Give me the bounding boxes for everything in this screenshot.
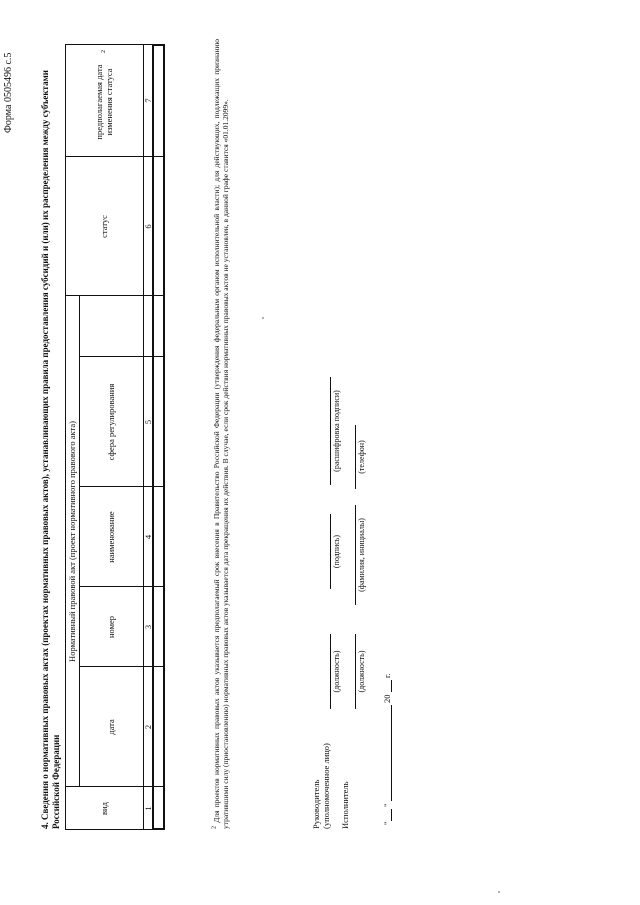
footnote-marker: 2 xyxy=(211,826,218,829)
col-header-type: вид xyxy=(99,802,109,815)
date-day-line[interactable] xyxy=(391,809,392,821)
date-suffix: г. xyxy=(382,673,392,678)
caption-position-executor: (должность) xyxy=(357,650,366,693)
footnote-text: Для проектов нормативных правовых актов указывается предполагаемый срок внесения в Правительство Российской Федерации (утверждения федеральным органом исполнительной власти); для действующих, подлежащих признанию утратившими силу (приостановлению) нормативных правовых актов указывается дата прекращения их действия. В случае, если срок действия нормативных правовых актов не установлен, в данной графе ставится «01.01.2099». xyxy=(212,39,230,829)
caption-position: (должность) xyxy=(332,650,341,693)
col-header-expected-date: предполагаемая дата изменения статуса 2 xyxy=(94,50,114,140)
col-num-6: 6 xyxy=(142,224,153,229)
date-quote-open: " xyxy=(382,821,392,825)
col-num-7: 7 xyxy=(142,98,153,103)
head-decoding-line[interactable] xyxy=(330,377,331,485)
col-header-status: статус xyxy=(99,215,109,238)
head-signature-line[interactable] xyxy=(330,514,331,589)
executor-label: Исполнитель xyxy=(340,781,350,829)
head-label-authorized: (уполномоченное лицо) xyxy=(321,743,331,829)
date-year-line[interactable] xyxy=(391,680,392,692)
caption-name: (фамилия, инициалы) xyxy=(357,518,366,592)
date-year: 20 xyxy=(382,694,392,703)
executor-position-line[interactable] xyxy=(355,634,356,709)
date-quote-close: " xyxy=(382,803,392,807)
section-title: 4. Сведения о нормативных правовых актах (проектах нормативных правовых актов), устанавливающих правила предоставления субсидий и (или) их распределения между субъектами Российской Федерации xyxy=(40,70,61,829)
col-num-5: 5 xyxy=(142,419,153,425)
caption-signature: (подпись) xyxy=(332,534,341,569)
table-data-row[interactable] xyxy=(153,46,163,828)
col-header-name: наименование xyxy=(106,511,116,563)
form-code: Форма 0505496 с.5 xyxy=(3,52,14,133)
scan-speck xyxy=(498,891,500,893)
caption-phone: (телефон) xyxy=(357,440,366,474)
col-num-2: 2 xyxy=(142,724,153,730)
col-num-3: 3 xyxy=(142,624,153,630)
group-header: Нормативный правовой акт (проект нормативного правового акта) xyxy=(67,421,77,662)
col-header-number: номер xyxy=(106,615,116,639)
caption-decoding: (расшифровка подписи) xyxy=(332,390,341,472)
col-header-scope: сфера регулирования xyxy=(106,383,116,461)
scan-speck xyxy=(262,317,264,319)
head-position-line[interactable] xyxy=(330,634,331,709)
executor-phone-line[interactable] xyxy=(355,425,356,489)
executor-name-line[interactable] xyxy=(355,505,356,605)
col-header-date: дата xyxy=(106,719,116,735)
col-num-1: 1 xyxy=(142,806,153,811)
head-label: Руководитель xyxy=(311,779,321,829)
date-month-line[interactable] xyxy=(391,705,392,801)
footnote xyxy=(212,39,230,829)
col-num-4: 4 xyxy=(142,534,153,540)
